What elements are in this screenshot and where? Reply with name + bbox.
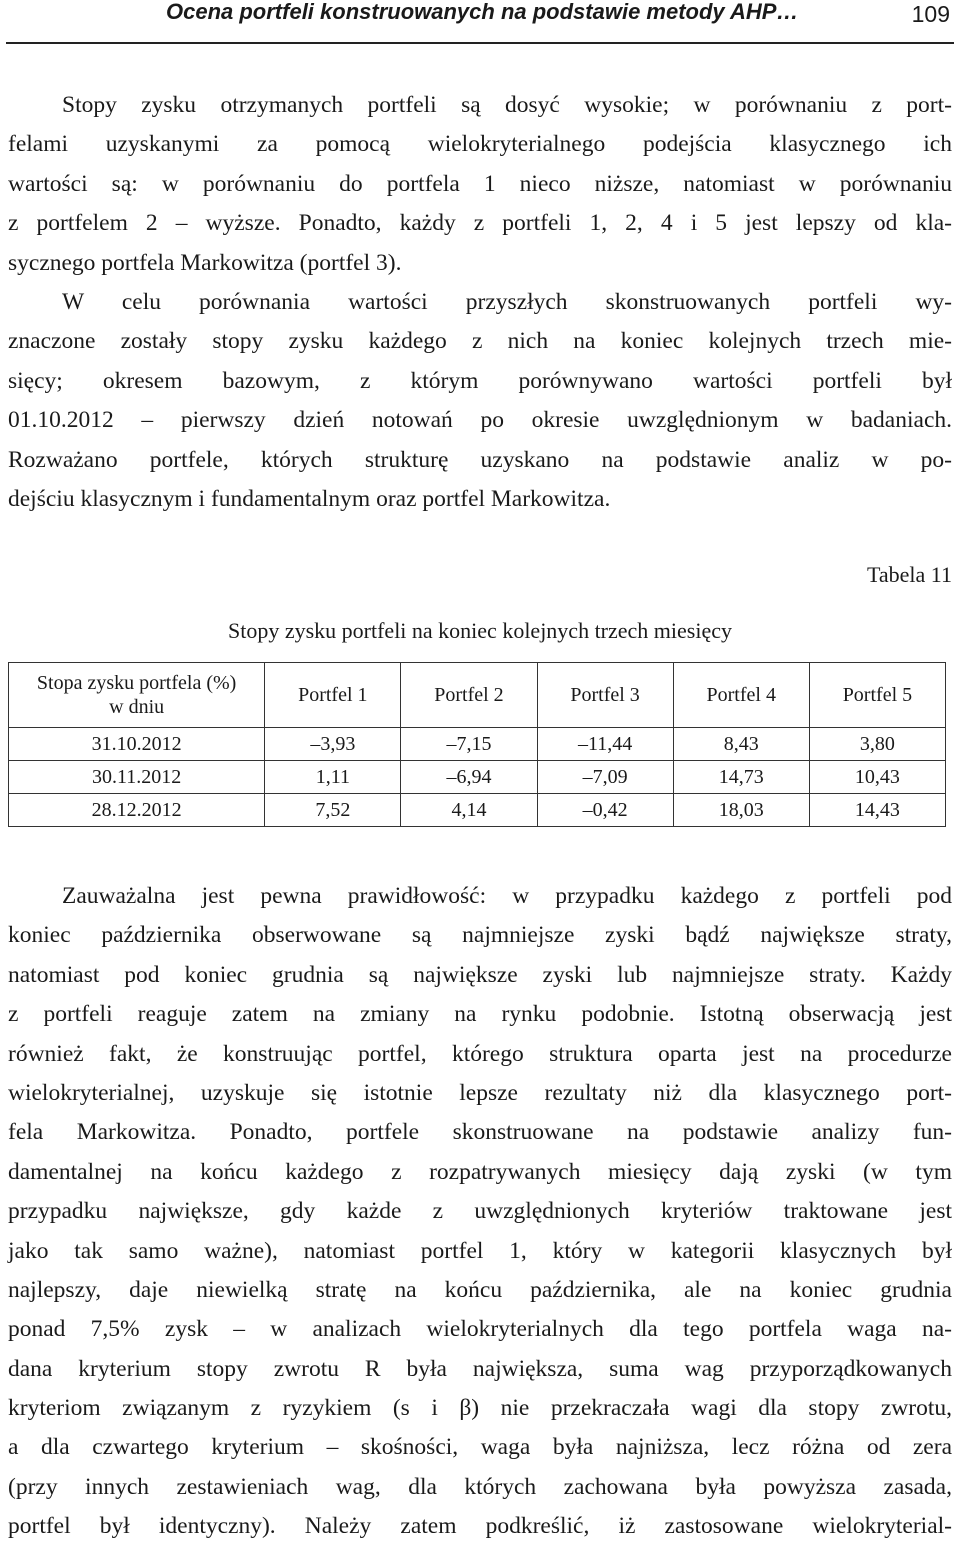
returns-table: [8, 662, 946, 827]
paragraph-1: [8, 86, 952, 283]
table-label: Tabela 11: [867, 562, 952, 587]
text-line: wielokryterialnej, uzyskuje się istotnie lepsze rezultaty niż dla klasycznego port-: [8, 1079, 952, 1106]
table-title: Stopy zysku portfeli na koniec kolejnych trzech miesięcy: [227, 618, 732, 643]
text-line: znaczone zostały stopy zysku każdego z nich na koniec kolejnych trzech mie-: [8, 328, 952, 355]
date-cell: 30.11.2012: [9, 761, 265, 794]
value-cell: 3,80: [809, 728, 945, 761]
text-line: jako tak samo ważne), natomiast portfel 1, który w kategorii klasycznych był: [8, 1237, 952, 1264]
header-date-label-2: w dniu: [109, 696, 165, 718]
header-portfolio-3: Portfel 3: [537, 663, 673, 728]
page-number: 109: [911, 1, 950, 27]
table-row: [9, 728, 946, 761]
text-line: portfel był identyczny). Należy zatem podkreślić, iż zastosowane wielokryterial-: [8, 1513, 952, 1540]
text-line: Stopy zysku otrzymanych portfeli są dosyć wysokie; w porównaniu z port-: [62, 92, 952, 118]
value-cell: –0,42: [537, 794, 673, 827]
table-row: [9, 761, 946, 794]
date-cell: 28.12.2012: [9, 794, 265, 827]
header-portfolio-2: Portfel 2: [401, 663, 537, 728]
value-cell: 4,14: [401, 794, 537, 827]
header-rule: [6, 42, 954, 44]
text-line: 01.10.2012 – pierwszy dzień notowań po okresie uwzględnionym w badaniach.: [8, 407, 952, 434]
table-header-row: [9, 663, 946, 728]
text-line: Rozważano portfele, których strukturę uzyskano na podstawie analiz w po-: [8, 446, 952, 473]
header-date-label: Stopa zysku portfela (%): [36, 672, 237, 694]
text-line: dana kryterium stopy zwrotu R była największa, suma wag przyporządkowanych: [8, 1355, 952, 1382]
paragraph-2: [8, 283, 952, 519]
header-portfolio-1: Portfel 1: [265, 663, 401, 728]
header-date-cell: [9, 663, 265, 728]
value-cell: –7,09: [537, 761, 673, 794]
value-cell: –11,44: [537, 728, 673, 761]
text-line: sięcy; okresem bazowym, z którym porównywano wartości portfeli był: [8, 367, 952, 394]
value-cell: 7,52: [265, 794, 401, 827]
value-cell: –6,94: [401, 761, 537, 794]
value-cell: 1,11: [265, 761, 401, 794]
text-line: koniec października obserwowane są najmniejsze zyski bądź największe straty,: [8, 922, 952, 949]
header-portfolio-4: Portfel 4: [673, 663, 809, 728]
running-title: Ocena portfeli konstruowanych na podstawie metody AHP…: [166, 0, 799, 24]
text-line: dejściu klasycznym i fundamentalnym oraz portfel Markowitza.: [8, 485, 611, 512]
text-line: również fakt, że konstruując portfel, którego struktura oparta jest na procedurze: [8, 1040, 952, 1067]
value-cell: –7,15: [401, 728, 537, 761]
value-cell: –3,93: [265, 728, 401, 761]
header-portfolio-5: Portfel 5: [809, 663, 945, 728]
value-cell: 14,43: [809, 794, 945, 827]
text-line: z portfelem 2 – wyższe. Ponadto, każdy z portfeli 1, 2, 4 i 5 jest lepszy od kla-: [8, 210, 952, 237]
text-line: wartości są: w porównaniu do portfela 1 nieco niższe, natomiast w porównaniu: [8, 170, 952, 197]
paragraph-3: [8, 877, 952, 1547]
text-line: kryteriom związanym z ryzykiem (s i β) nie przekraczała wagi dla stopy zwrotu,: [8, 1395, 952, 1422]
text-line: natomiast pod koniec grudnia są największe zyski lub najmniejsze straty. Każdy: [8, 961, 952, 988]
text-line: Zauważalna jest pewna prawidłowość: w przypadku każdego z portfeli pod: [62, 883, 952, 909]
text-line: przypadku największe, gdy każde z uwzględnionych kryteriów traktowane jest: [8, 1198, 952, 1225]
text-line: ponad 7,5% zysk – w analizach wielokryterialnych dla tego portfela waga na-: [8, 1316, 952, 1343]
value-cell: 14,73: [673, 761, 809, 794]
table-row: [9, 794, 946, 827]
value-cell: 18,03: [673, 794, 809, 827]
text-line: sycznego portfela Markowitza (portfel 3).: [8, 249, 402, 276]
text-line: z portfeli reaguje zatem na zmiany na rynku podobnie. Istotną obserwacją jest: [8, 1001, 952, 1028]
value-cell: 8,43: [673, 728, 809, 761]
text-line: (przy innych zestawieniach wag, dla których zachowana była powyższa zasada,: [8, 1473, 952, 1500]
text-line: W celu porównania wartości przyszłych skonstruowanych portfeli wy-: [62, 289, 952, 315]
value-cell: 10,43: [809, 761, 945, 794]
text-line: felami uzyskanymi za pomocą wielokryterialnego podejścia klasycznego ich: [8, 131, 952, 158]
running-header: [0, 0, 960, 44]
text-line: fela Markowitza. Ponadto, portfele skonstruowane na podstawie analizy fun-: [8, 1119, 952, 1146]
text-line: najlepszy, daje niewielką stratę na końcu października, ale na koniec grudnia: [8, 1276, 952, 1303]
text-line: a dla czwartego kryterium – skośności, waga była najniższa, lecz różna od zera: [8, 1434, 952, 1461]
date-cell: 31.10.2012: [9, 728, 265, 761]
text-line: damentalnej na końcu każdego z rozpatrywanych miesięcy dają zyski (w tym: [8, 1158, 952, 1185]
